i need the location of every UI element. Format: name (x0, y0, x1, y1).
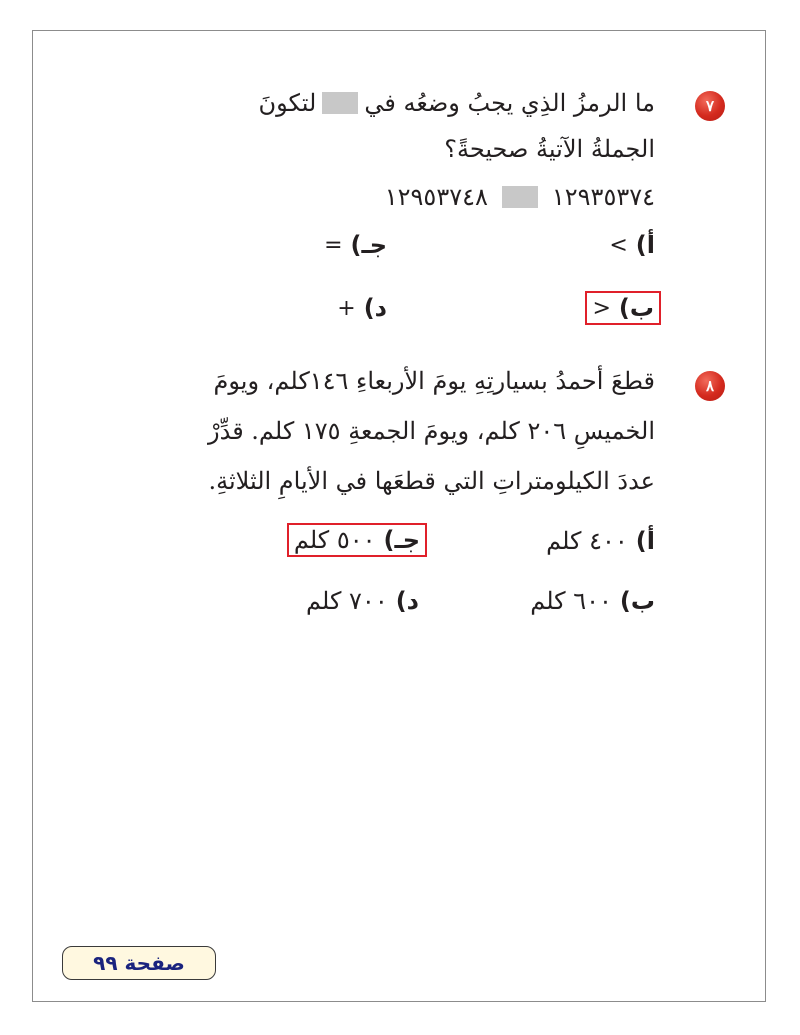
option-letter: ب) (619, 587, 655, 615)
q8-option-c-correct[interactable] (287, 523, 427, 557)
option-letter: ب) (618, 294, 654, 322)
q7-option-a[interactable] (609, 231, 655, 259)
option-symbol: > (609, 232, 628, 258)
q8-option-a[interactable] (546, 527, 655, 555)
q8-option-d[interactable] (306, 587, 419, 615)
question-8-line-2: الخميسِ ٢٠٦ كلم، ويومَ الجمعةِ ١٧٥ كلم. قدِّرْ (208, 417, 655, 445)
question-8-line-1: قطعَ أحمدُ بسيارتِهِ يومَ الأربعاءِ ١٤٦كلم، ويومَ (213, 367, 655, 395)
page-number-label: صفحة ٩٩ (62, 946, 216, 980)
answer-blank-box (322, 92, 358, 114)
option-letter: أ) (635, 231, 655, 259)
q7-option-d[interactable] (337, 294, 387, 322)
option-value: ٧٠٠ كلم (306, 587, 388, 615)
question-7-text-part-1: ما الرمزُ الذِي يجبُ وضعُه في (364, 89, 655, 117)
question-8-number-badge: ٨ (695, 371, 725, 401)
worksheet-page (32, 30, 766, 1002)
option-value: ٤٠٠ كلم (546, 527, 628, 555)
question-8-line-3: عددَ الكيلومتراتِ التي قطعَها في الأيامِ الثلاثةِ. (208, 467, 655, 495)
option-letter: جـ) (383, 526, 420, 554)
option-symbol: = (324, 232, 343, 258)
question-7-comparison (385, 183, 655, 211)
option-letter: أ) (635, 527, 655, 555)
option-symbol: + (337, 295, 356, 321)
q7-option-c[interactable] (324, 231, 387, 259)
question-7-text-part-2: لتكونَ (258, 89, 317, 117)
option-letter: د) (363, 294, 387, 322)
comparison-blank-box (502, 186, 538, 208)
question-7-number-badge: ٧ (695, 91, 725, 121)
option-letter: جـ) (350, 231, 387, 259)
option-value: ٦٠٠ كلم (530, 587, 612, 615)
option-value: ٥٠٠ كلم (293, 526, 376, 554)
option-letter: د) (395, 587, 419, 615)
option-symbol: < (592, 295, 611, 321)
q7-option-b-correct[interactable] (585, 291, 661, 325)
right-number: ١٢٩٥٣٧٤٨ (384, 183, 488, 211)
q8-option-b[interactable] (530, 587, 655, 615)
question-7-line-1 (259, 89, 655, 117)
question-7-line-2: الجملةُ الآتيةُ صحيحةً؟ (444, 135, 655, 163)
left-number: ١٢٩٣٥٣٧٤ (551, 183, 655, 211)
